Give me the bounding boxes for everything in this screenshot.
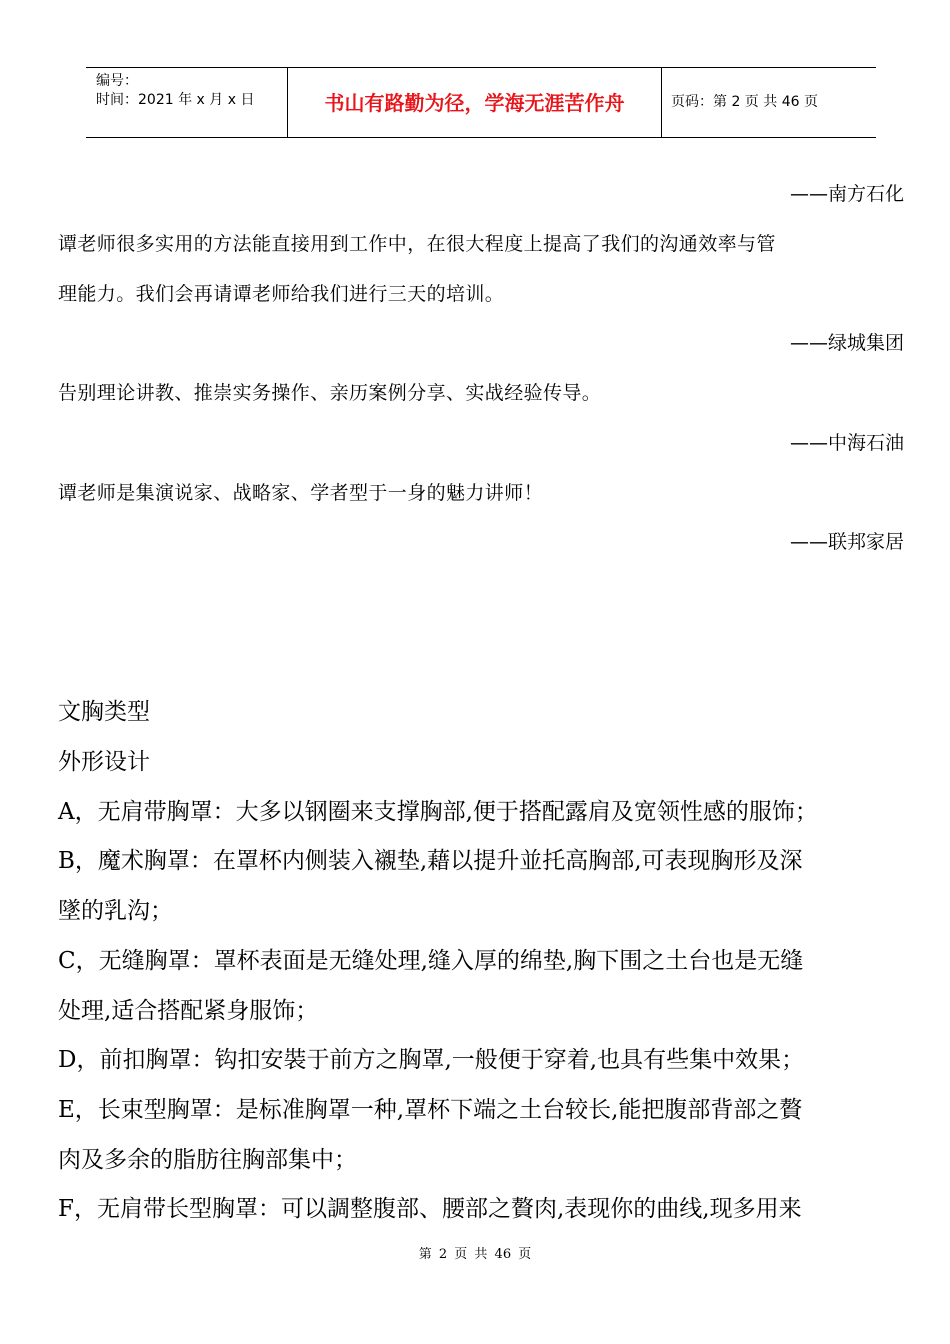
page-footer: 第 2 页 共 46 页 (418, 1247, 532, 1262)
header-motto-cell (287, 68, 662, 137)
body-line: E，长束型胸罩：是标准胸罩一种,罩杯下端之土台较长,能把腹部背部之贅 (58, 1097, 803, 1123)
testimonial-text: 谭老师很多实用的方法能直接用到工作中，在很大程度上提高了我们的沟通效率与管 (58, 233, 776, 255)
header-motto: 书山有路勤为径，学海无涯苦作舟 (324, 91, 625, 115)
page-header (86, 67, 876, 138)
doc-number-label: 编号： (96, 73, 138, 89)
body-line: 处理,适合搭配紧身服饰； (58, 998, 319, 1024)
header-page-cell (661, 68, 876, 137)
header-meta (86, 68, 287, 137)
body-line: C，无缝胸罩：罩杯表面是无缝处理,缝入厚的绵垫,胸下围之土台也是无缝 (58, 948, 804, 974)
testimonial-text: 谭老师是集演说家、战略家、学者型于一身的魅力讲师！ (58, 482, 544, 504)
body-line: B，魔术胸罩：在罩杯内侧装入襯垫,藉以提升並托高胸部,可表现胸形及深 (58, 848, 803, 874)
body-line: F，无肩带长型胸罩：可以調整腹部、腰部之贅肉,表现你的曲线,现多用来 (58, 1196, 802, 1222)
doc-time-label: 时间：2021 年 x 月 x 日 (96, 92, 255, 108)
section-subheading: 外形设计 (58, 749, 150, 775)
testimonial-text: 告别理论讲教、推崇实务操作、亲历案例分享、实战经验传导。 (58, 382, 602, 404)
testimonial-source: ——南方石化 (789, 183, 904, 205)
testimonial-source: ——联邦家居 (789, 531, 904, 553)
body-line: D，前扣胸罩：钩扣安裝于前方之胸罩,一般便于穿着,也具有些集中效果； (58, 1047, 805, 1073)
body-line: 墜的乳沟； (58, 898, 173, 924)
section-heading: 文胸类型 (58, 699, 150, 725)
body-line: 肉及多余的脂肪往胸部集中； (58, 1147, 357, 1173)
body-line: A，无肩带胸罩：大多以钢圈来支撑胸部,便于搭配露肩及宽领性感的服饰； (58, 799, 818, 825)
testimonial-source: ——绿城集团 (789, 332, 904, 354)
header-page-code: 页码：第 2 页 共 46 页 (671, 94, 818, 110)
testimonial-text: 理能力。我们会再请谭老师给我们进行三天的培训。 (58, 283, 505, 305)
testimonial-source: ——中海石油 (789, 432, 904, 454)
